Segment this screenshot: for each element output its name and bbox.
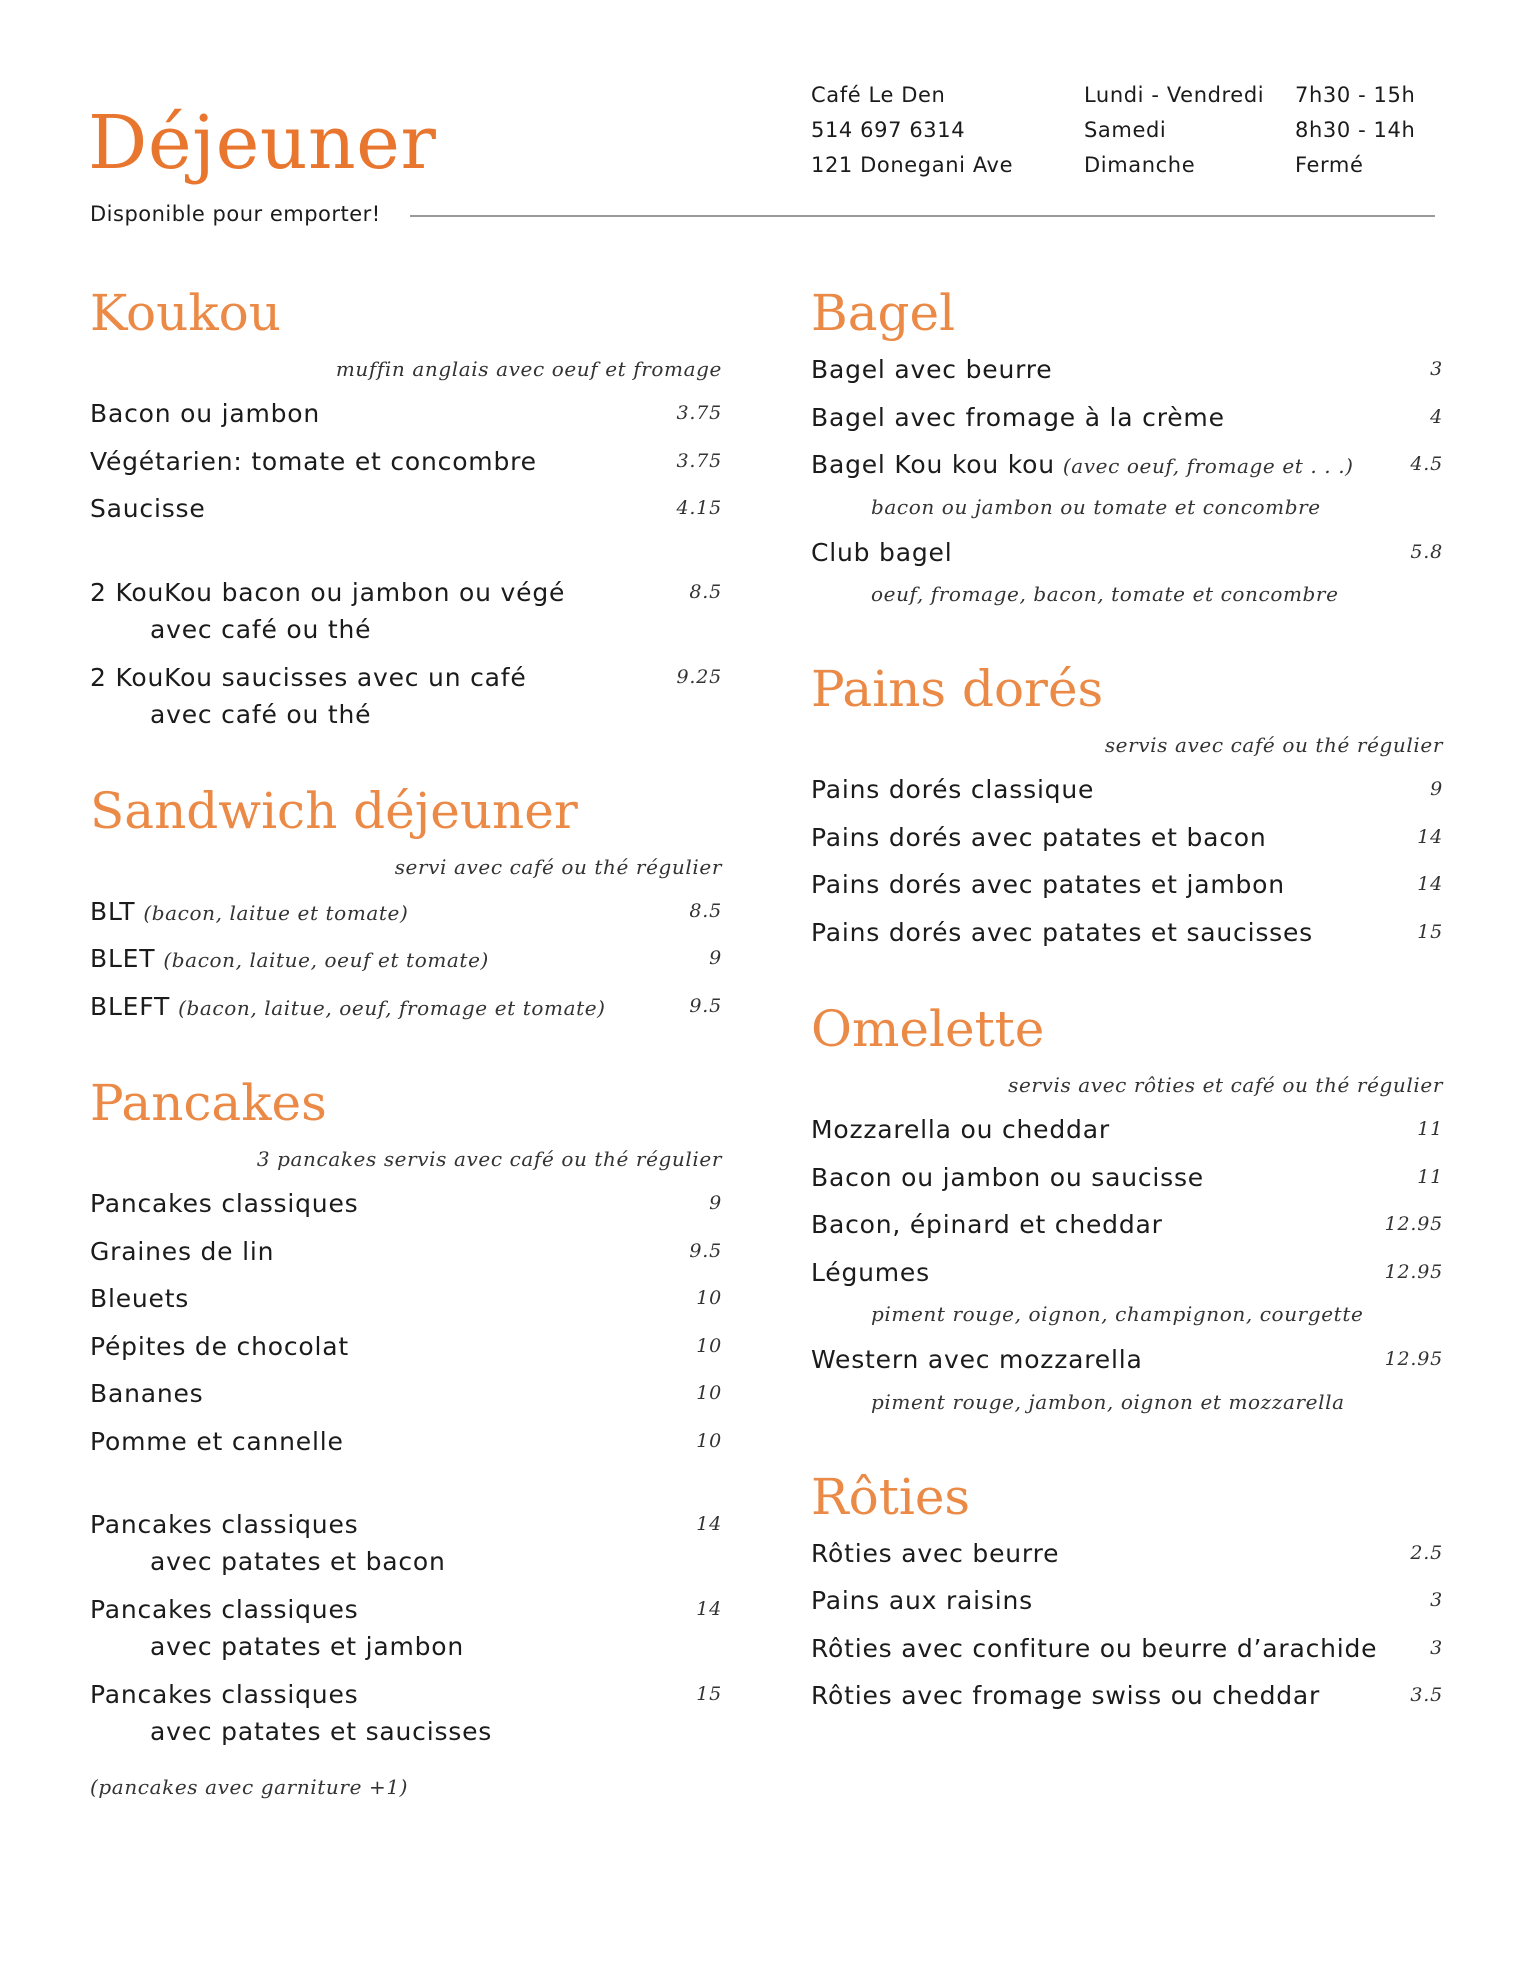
menu-item bbox=[811, 1530, 1443, 1578]
item-price: 15 bbox=[696, 1683, 722, 1705]
item-name: Pancakes classiques bbox=[90, 1189, 359, 1218]
item-name: Bacon, épinard et cheddar bbox=[811, 1210, 1163, 1239]
combo-item bbox=[90, 1670, 722, 1755]
menu-item bbox=[90, 1323, 722, 1371]
opening-days bbox=[1084, 78, 1264, 183]
item-name: Rôties avec confiture ou beurre d’arachide bbox=[811, 1633, 1378, 1663]
menu-item bbox=[811, 346, 1443, 394]
item-name: Bacon ou jambon bbox=[90, 399, 321, 428]
item-name: Pains dorés avec patates et jambon bbox=[811, 870, 1285, 899]
item-name: Rôties avec beurre bbox=[811, 1538, 1060, 1568]
item-price: 5.8 bbox=[1410, 540, 1443, 563]
item-name: Bagel avec fromage à la crème bbox=[811, 402, 1225, 432]
menu-column-right bbox=[811, 280, 1443, 1760]
hours-saturday: 8h30 - 14h bbox=[1295, 118, 1416, 142]
hours-sunday: Fermé bbox=[1295, 153, 1364, 177]
item-name: Pains dorés classique bbox=[811, 775, 1095, 804]
item-name: Bagel avec beurre bbox=[811, 355, 1053, 384]
section-bagel bbox=[811, 280, 1443, 616]
item-price: 15 bbox=[1417, 920, 1443, 943]
menu-item bbox=[811, 394, 1443, 442]
spacer bbox=[90, 1465, 722, 1500]
item-name: Pancakes classiques bbox=[90, 1595, 359, 1624]
menu-item bbox=[811, 529, 1443, 577]
menu-item bbox=[90, 935, 722, 983]
item-price: 9.25 bbox=[676, 665, 722, 688]
menu-item bbox=[90, 1370, 722, 1418]
header-divider bbox=[410, 215, 1435, 217]
item-name: Pancakes classiques bbox=[90, 1680, 359, 1709]
combo-item bbox=[90, 653, 722, 738]
section-note: servi avec café ou thé régulier bbox=[394, 854, 722, 879]
item-price: 9.5 bbox=[689, 1239, 722, 1262]
days-saturday: Samedi bbox=[1084, 118, 1167, 142]
cafe-address: 121 Donegani Ave bbox=[811, 153, 1014, 177]
item-price: 8.5 bbox=[689, 899, 722, 922]
takeout-subtitle: Disponible pour emporter! bbox=[90, 202, 381, 226]
section-sandwich bbox=[90, 778, 722, 1031]
menu-item bbox=[811, 861, 1443, 909]
item-continuation: avec café ou thé bbox=[150, 699, 372, 729]
section-koukou bbox=[90, 280, 722, 738]
item-name: Mozzarella ou cheddar bbox=[811, 1115, 1110, 1144]
page-title: Déjeuner bbox=[88, 100, 437, 186]
item-extra: (bacon, laitue, oeuf et tomate) bbox=[163, 948, 489, 972]
menu-item bbox=[90, 983, 722, 1031]
cafe-phone: 514 697 6314 bbox=[811, 118, 966, 142]
item-name: BLEFT bbox=[90, 991, 171, 1021]
item-price: 12.95 bbox=[1384, 1260, 1443, 1283]
section-roties bbox=[811, 1464, 1443, 1720]
cafe-contact bbox=[811, 78, 1013, 183]
menu-item bbox=[811, 1154, 1443, 1202]
menu-item bbox=[811, 909, 1443, 957]
section-pains-dores bbox=[811, 656, 1443, 956]
item-extra: (bacon, laitue et tomate) bbox=[143, 900, 409, 925]
item-name: Pomme et cannelle bbox=[90, 1426, 344, 1456]
item-price: 9 bbox=[709, 1192, 722, 1214]
item-name: Rôties avec fromage swiss ou cheddar bbox=[811, 1681, 1321, 1710]
item-continuation: avec patates et jambon bbox=[150, 1632, 465, 1661]
pancakes-footnote: (pancakes avec garniture +1) bbox=[90, 1775, 409, 1799]
section-pancakes bbox=[90, 1070, 722, 1799]
item-price: 11 bbox=[1417, 1118, 1443, 1140]
menu-item bbox=[811, 1106, 1443, 1154]
section-note: muffin anglais avec oeuf et fromage bbox=[335, 357, 722, 381]
menu-item bbox=[90, 1180, 722, 1228]
menu-item bbox=[811, 1201, 1443, 1249]
combo-item bbox=[90, 1585, 722, 1670]
item-continuation: avec patates et bacon bbox=[150, 1547, 446, 1576]
item-name: Bleuets bbox=[90, 1284, 190, 1313]
item-price: 10 bbox=[696, 1334, 722, 1357]
item-name: BLT bbox=[90, 896, 136, 926]
item-price: 3 bbox=[1430, 1589, 1443, 1611]
item-price: 3.5 bbox=[1410, 1684, 1443, 1706]
item-name: Pains aux raisins bbox=[811, 1586, 1033, 1615]
item-name: Pépites de chocolat bbox=[90, 1331, 349, 1361]
item-price: 14 bbox=[696, 1513, 722, 1535]
cafe-name: Café Le Den bbox=[811, 83, 946, 107]
item-name: Club bagel bbox=[811, 537, 953, 567]
item-price: 10 bbox=[696, 1382, 722, 1404]
item-name: Pains dorés avec patates et saucisses bbox=[811, 917, 1313, 947]
item-price: 12.95 bbox=[1384, 1213, 1443, 1235]
days-weekdays: Lundi - Vendredi bbox=[1084, 83, 1265, 107]
section-note: servis avec café ou thé régulier bbox=[1104, 733, 1443, 757]
item-continuation: avec café ou thé bbox=[150, 614, 372, 644]
item-price: 3.75 bbox=[676, 402, 722, 424]
section-note: servis avec rôties et café ou thé régulier bbox=[1008, 1073, 1443, 1097]
item-name: Végétarien: tomate et concombre bbox=[90, 446, 537, 476]
item-description: oeuf, fromage, bacon, tomate et concombre bbox=[871, 582, 1339, 606]
menu-item bbox=[90, 438, 722, 486]
item-price: 4.5 bbox=[1410, 453, 1443, 475]
days-sunday: Dimanche bbox=[1084, 153, 1196, 177]
menu-item bbox=[90, 390, 722, 438]
item-name: Bagel Kou kou kou bbox=[811, 450, 1055, 479]
item-continuation: avec patates et saucisses bbox=[150, 1717, 493, 1746]
item-price: 3 bbox=[1430, 358, 1443, 380]
item-extra: (bacon, laitue, oeuf, fromage et tomate) bbox=[178, 995, 606, 1020]
item-price: 9 bbox=[709, 947, 722, 969]
item-price: 3.75 bbox=[676, 449, 722, 472]
section-note: 3 pancakes servis avec café ou thé régulier bbox=[256, 1147, 722, 1171]
item-name: Bananes bbox=[90, 1379, 204, 1408]
section-title: Bagel bbox=[811, 284, 956, 342]
section-title: Koukou bbox=[90, 284, 281, 342]
menu-item bbox=[811, 1336, 1443, 1384]
item-price: 14 bbox=[1417, 873, 1443, 895]
hours-weekdays: 7h30 - 15h bbox=[1295, 83, 1416, 107]
combo-item bbox=[90, 1500, 722, 1585]
spacer bbox=[90, 533, 722, 568]
item-name: BLET bbox=[90, 944, 156, 973]
item-description: piment rouge, jambon, oignon et mozzarella bbox=[871, 1389, 1345, 1414]
menu-item bbox=[90, 1275, 722, 1323]
item-name: Saucisse bbox=[90, 494, 206, 523]
item-name: Légumes bbox=[811, 1257, 930, 1287]
opening-hours bbox=[1295, 78, 1415, 183]
item-price: 10 bbox=[696, 1287, 722, 1309]
combo-item bbox=[90, 568, 722, 653]
menu-column-left bbox=[90, 280, 722, 1839]
item-name: 2 KouKou saucisses avec un café bbox=[90, 662, 527, 692]
item-price: 4.15 bbox=[676, 497, 722, 519]
menu-item bbox=[811, 1577, 1443, 1625]
menu-item bbox=[90, 1418, 722, 1466]
item-price: 12.95 bbox=[1384, 1348, 1443, 1370]
item-price: 4 bbox=[1430, 405, 1443, 428]
item-price: 10 bbox=[696, 1429, 722, 1452]
item-extra: (avec oeuf, fromage et . . .) bbox=[1062, 454, 1354, 478]
item-price: 9.5 bbox=[689, 994, 722, 1017]
menu-item bbox=[90, 485, 722, 533]
section-title: Sandwich déjeuner bbox=[90, 781, 578, 840]
item-price: 3 bbox=[1430, 1636, 1443, 1659]
section-title: Pains dorés bbox=[811, 660, 1104, 718]
item-name: Graines de lin bbox=[90, 1236, 275, 1266]
menu-item bbox=[811, 1249, 1443, 1297]
section-title: Pancakes bbox=[90, 1074, 327, 1132]
menu-item bbox=[90, 888, 722, 936]
item-name: Pains dorés avec patates et bacon bbox=[811, 822, 1267, 852]
menu-item bbox=[811, 766, 1443, 814]
item-name: Bacon ou jambon ou saucisse bbox=[811, 1162, 1204, 1192]
section-title: Omelette bbox=[811, 1000, 1045, 1058]
item-description: piment rouge, oignon, champignon, courgette bbox=[871, 1302, 1364, 1326]
item-price: 14 bbox=[1417, 825, 1443, 848]
item-description: bacon ou jambon ou tomate et concombre bbox=[871, 494, 1321, 519]
item-price: 8.5 bbox=[689, 580, 722, 603]
menu-item bbox=[811, 441, 1443, 489]
item-price: 14 bbox=[696, 1598, 722, 1620]
menu-item bbox=[90, 1228, 722, 1276]
item-name: Western avec mozzarella bbox=[811, 1345, 1143, 1374]
menu-item bbox=[811, 1625, 1443, 1673]
item-price: 9 bbox=[1430, 778, 1443, 800]
section-title: Rôties bbox=[811, 1467, 971, 1526]
item-price: 11 bbox=[1417, 1165, 1443, 1188]
section-omelette bbox=[811, 996, 1443, 1424]
menu-item bbox=[811, 1672, 1443, 1720]
menu-item bbox=[811, 814, 1443, 862]
item-price: 2.5 bbox=[1410, 1541, 1443, 1564]
item-name: Pancakes classiques bbox=[90, 1510, 359, 1539]
item-name: 2 KouKou bacon ou jambon ou végé bbox=[90, 577, 566, 607]
